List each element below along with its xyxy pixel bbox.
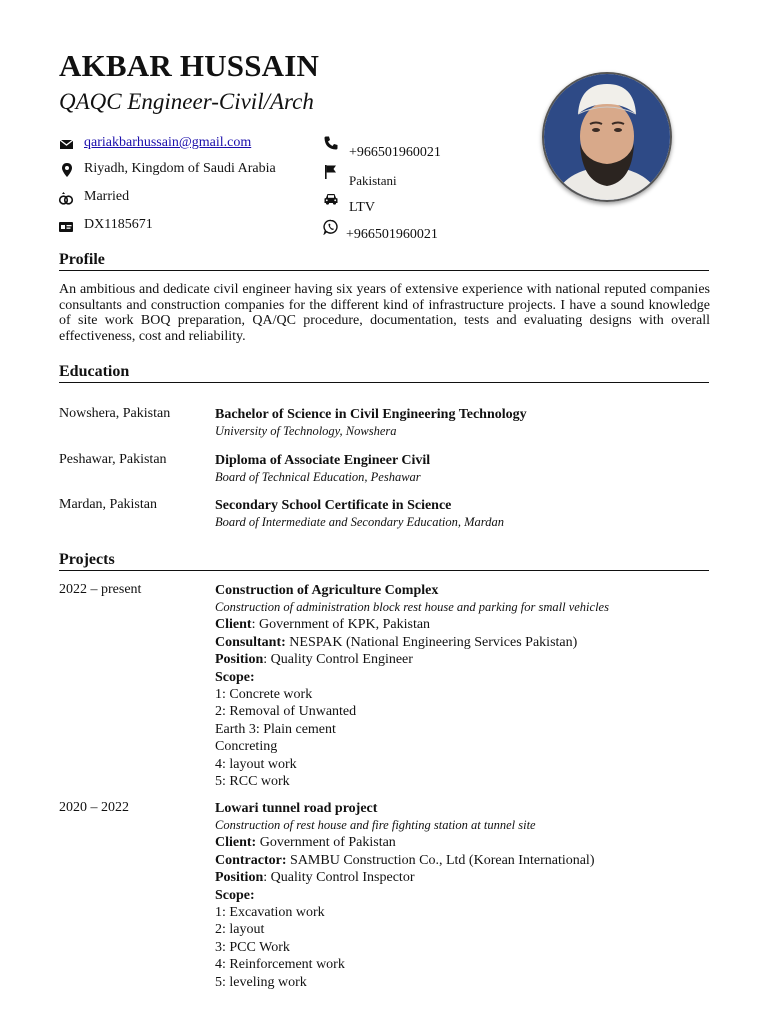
scope-item: 2: layout [215,922,265,938]
scope-item: 2: Removal of Unwanted [215,704,357,720]
field-label: Position [215,870,264,886]
education-heading: Education [59,363,709,383]
email-link[interactable]: qariakbarhussain@gmail.com [84,135,252,150]
field-value: NESPAK (National Engineering Services Pakistan) [289,634,578,650]
phone-icon [323,135,339,151]
scope-item: 5: leveling work [215,974,307,990]
profile-summary: An ambitious and dedicate civil engineer having six years of extensive experience with national reputed companies consultants and construction companies for the different kind of infrastructure projects. I have a sound knowledge of site work BOQ preparation, QA/QC procedure, documentation, tests and evaluating designs with overall effectiveness, cost and reliability. [59,282,710,345]
education-degree: Diploma of Associate Engineer Civil [215,453,431,468]
field-label: Consultant: [215,634,286,650]
education-degree: Bachelor of Science in Civil Engineering Technology [215,407,527,422]
education-institution: Board of Intermediate and Secondary Education, Mardan [215,515,504,530]
field-label: Position [215,652,264,668]
scope-item: 5: RCC work [215,773,290,789]
project-field [215,651,715,668]
field-label: Client: [215,835,257,851]
project-field [215,616,715,633]
field-value: Quality Control Inspector [270,870,415,886]
scope-item: 4: Reinforcement work [215,957,345,973]
field-sep: : [263,652,271,668]
project-entry [215,582,715,790]
flag-icon [323,164,339,180]
location-pin-icon [59,162,75,178]
email-contact [84,135,251,151]
project-field [215,869,715,886]
education-institution: University of Technology, Nowshera [215,424,397,439]
education-place: Mardan, Pakistan [59,497,157,512]
project-description: Construction of administration block rest house and parking for small vehicles [215,600,609,615]
education-entry [215,452,715,486]
scope-item: 1: Excavation work [215,904,325,920]
project-period: 2020 – 2022 [59,800,129,815]
field-label: Contractor: [215,852,287,868]
scope-item: 3: PCC Work [215,939,290,955]
field-sep: : [251,617,259,633]
education-entry [215,497,715,531]
scope-item: Earth 3: Plain cement [215,721,336,737]
project-field [215,634,715,651]
field-value: SAMBU Construction Co., Ltd (Korean International) [290,852,595,868]
education-degree: Secondary School Certificate in Science [215,498,452,513]
car-icon [323,191,339,207]
nationality: Pakistani [349,173,397,188]
field-sep: : [263,870,271,886]
education-place: Peshawar, Pakistan [59,452,167,467]
location-contact: Riyadh, Kingdom of Saudi Arabia [84,161,276,176]
driving-license: LTV [349,200,375,215]
field-label: Client [215,617,252,633]
phone-contact: +966501960021 [349,145,441,160]
envelope-icon [59,136,75,152]
id-card-icon [58,219,74,235]
field-value: Government of KPK, Pakistan [258,617,431,633]
rings-icon [58,190,74,206]
education-place: Nowshera, Pakistan [59,406,171,421]
project-field [215,852,715,869]
project-description: Construction of rest house and fire fighting station at tunnel site [215,818,536,833]
profile-photo [542,72,672,202]
project-entry [215,800,715,991]
project-name: Construction of Agriculture Complex [215,583,439,598]
marital-status: Married [84,189,130,204]
scope-label: Scope: [215,669,255,685]
education-entry [215,406,715,440]
field-value: Quality Control Engineer [270,652,413,668]
whatsapp-contact: +966501960021 [346,227,438,242]
whatsapp-icon [323,219,339,235]
education-institution: Board of Technical Education, Peshawar [215,470,421,485]
job-title: QAQC Engineer-Civil/Arch [59,89,314,114]
candidate-name: AKBAR HUSSAIN [59,48,320,83]
field-value: Government of Pakistan [259,835,396,851]
project-name: Lowari tunnel road project [215,801,378,816]
scope-item: 4: layout work [215,756,297,772]
projects-heading: Projects [59,551,709,571]
profile-heading: Profile [59,251,709,271]
passport-number: DX1185671 [84,217,153,232]
scope-label: Scope: [215,887,255,903]
project-field [215,834,715,851]
project-period: 2022 – present [59,582,142,597]
scope-item: 1: Concrete work [215,686,313,702]
scope-item: Concreting [215,739,278,755]
